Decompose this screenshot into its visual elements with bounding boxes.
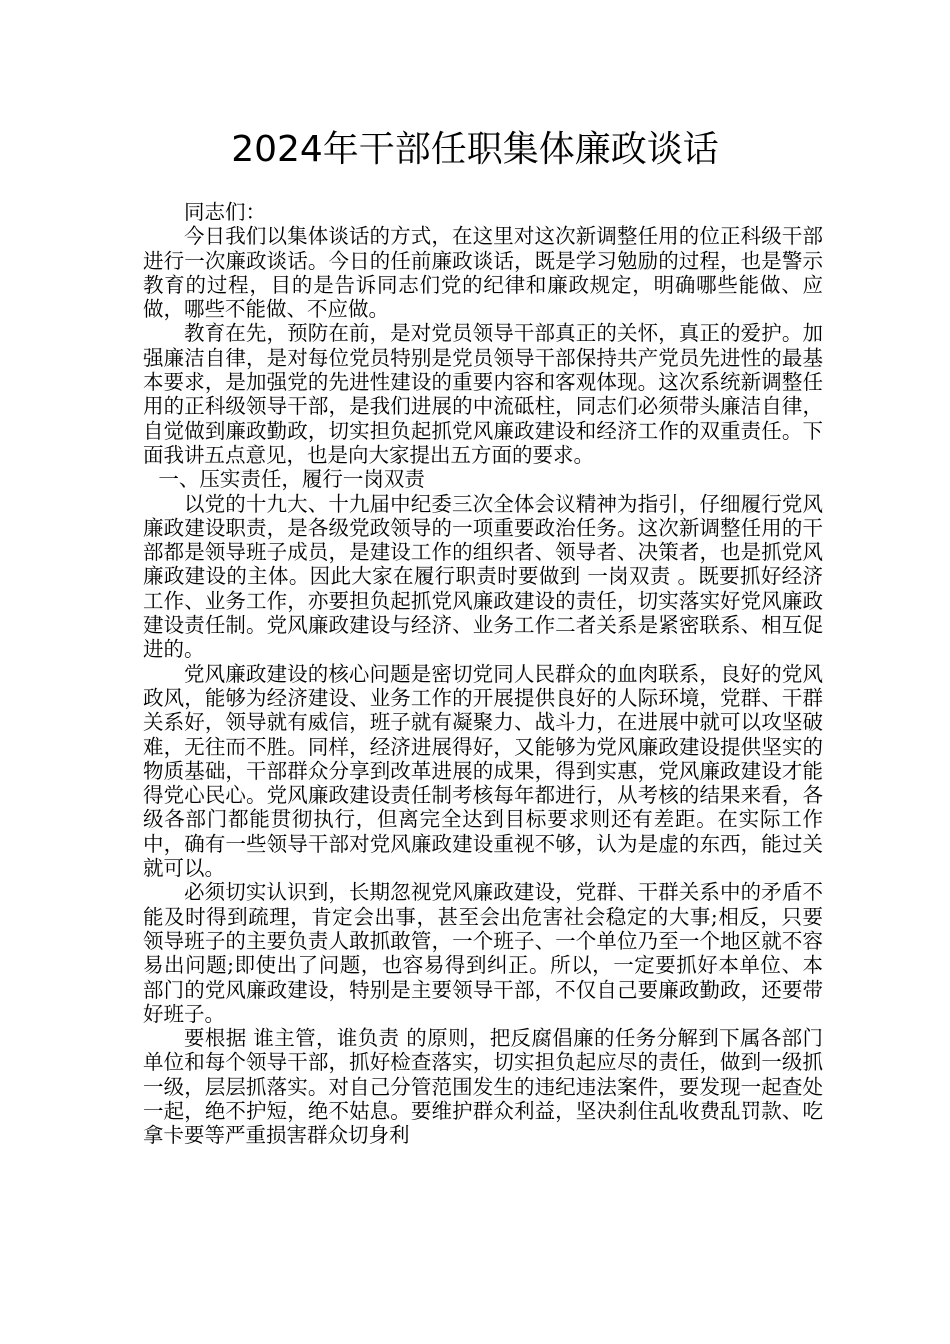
salutation: 同志们：	[184, 200, 266, 224]
paragraph: 必须切实认识到，长期忽视党风廉政建设，党群、干群关系中的矛盾不能及时得到疏理，肯定会出事，甚至会出危害社会稳定的大事;相反，只要领导班子的主要负责人敢抓敢管，一个班子、一个单位乃至一个地区就不容易出问题;即使出了问题，也容易得到纠正。所以，一定要抓好本单位、本部门的党风廉政建设，特别是主要领导干部，不仅自己要廉政勤政，还要带好班子。	[143, 880, 823, 1026]
paragraph: 今日我们以集体谈话的方式，在这里对这次新调整任用的位正科级干部进行一次廉政谈话。今日的任前廉政谈话，既是学习勉励的过程，也是警示教育的过程，目的是告诉同志们党的纪律和廉政规定，明确哪些能做、应做，哪些不能做、不应做。	[143, 224, 823, 322]
document-title: 2024年干部任职集体廉政谈话	[231, 129, 719, 170]
paragraph: 教育在先，预防在前，是对党员领导干部真正的关怀，真正的爱护。加强廉洁自律，是对每位党员特别是党员领导干部保持共产党员先进性的最基本要求，是加强党的先进性建设的重要内容和客观体现。这次系统新调整任用的正科级领导干部，是我们进展的中流砥柱，同志们必须带头廉洁自律，自觉做到廉政勤政，切实担负起抓党风廉政建设和经济工作的双重责任。下面我讲五点意见，也是向大家提出五方面的要求。	[143, 321, 823, 467]
document-body	[143, 200, 823, 1148]
paragraph: 以党的十九大、十九届中纪委三次全体会议精神为指引，仔细履行党风廉政建设职责，是各级党政领导的一项重要政治任务。这次新调整任用的干部都是领导班子成员，是建设工作的组织者、领导者、决策者，也是抓党风廉政建设的主体。因此大家在履行职责时要做到 一岗双责 。既要抓好经济工作、业务工作，亦要担负起抓党风廉政建设的责任，切实落实好党风廉政建设责任制。党风廉政建设与经济、业务工作二者关系是紧密联系、相互促进的。	[143, 491, 823, 662]
section-heading: 一、压实责任，履行一岗双责	[158, 467, 425, 492]
paragraph: 党风廉政建设的核心问题是密切党同人民群众的血肉联系，良好的党风政风，能够为经济建设、业务工作的开展提供良好的人际环境，党群、干群关系好，领导就有威信，班子就有凝聚力、战斗力，在进展中就可以攻坚破难，无往而不胜。同样，经济进展得好，又能够为党风廉政建设提供坚实的物质基础，干部群众分享到改革进展的成果，得到实惠，党风廉政建设才能得党心民心。党风廉政建设责任制考核每年都进行，从考核的结果来看，各级各部门都能贯彻执行，但离完全达到目标要求则还有差距。在实际工作中，确有一些领导干部对党风廉政建设重视不够，认为是虚的东西，能过关就可以。	[143, 661, 823, 881]
paragraph: 要根据 谁主管，谁负责 的原则，把反腐倡廉的任务分解到下属各部门单位和每个领导干部，抓好检查落实，切实担负起应尽的责任，做到一级抓一级，层层抓落实。对自己分管范围发生的违纪违法案件，要发现一起查处一起，绝不护短，绝不姑息。要维护群众利益，坚决刹住乱收费乱罚款、吃拿卡要等严重损害群众切身利	[143, 1026, 823, 1148]
